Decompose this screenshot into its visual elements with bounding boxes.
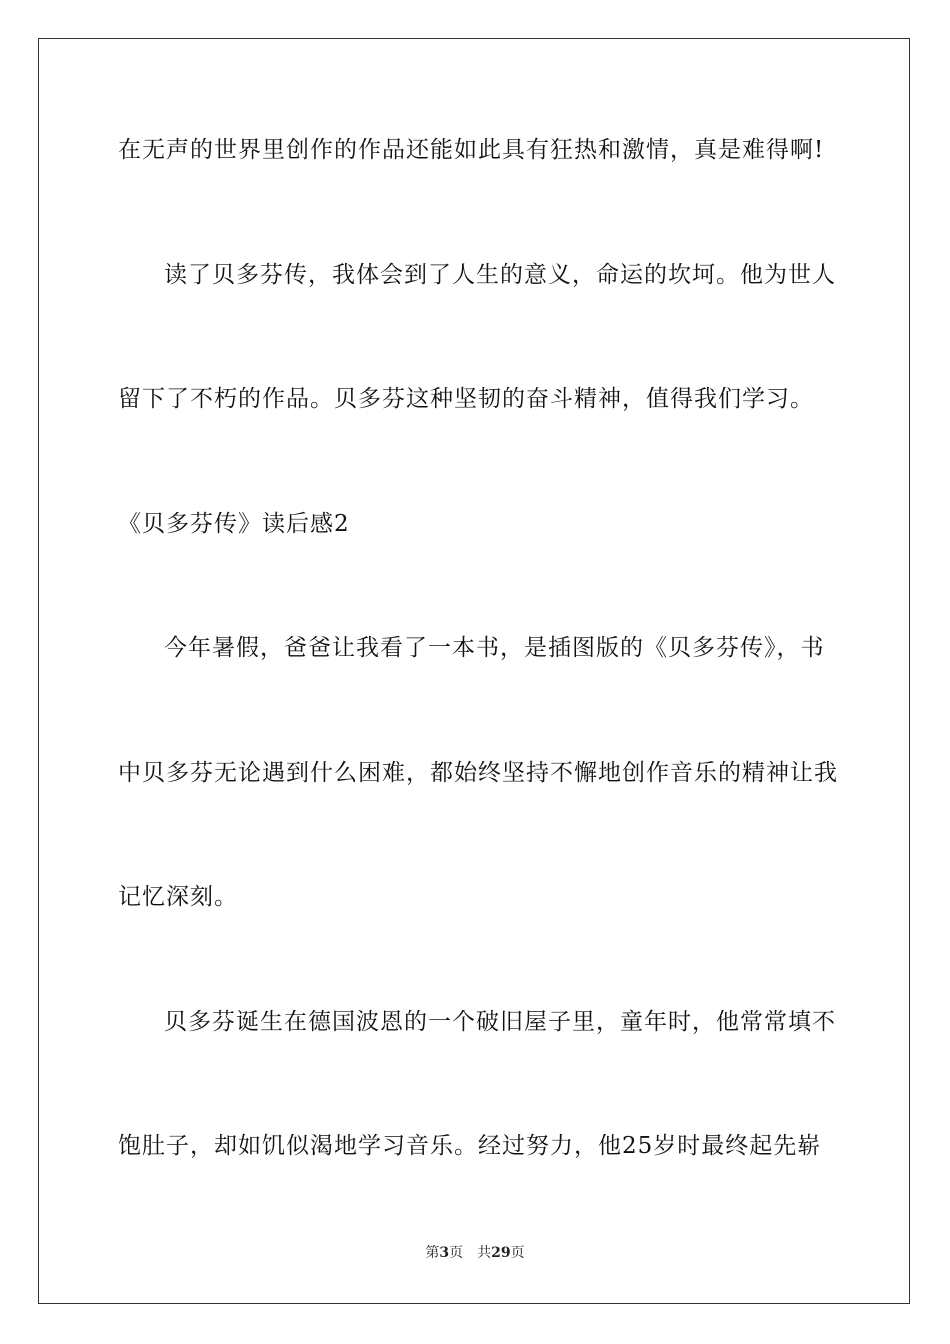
text-line-8: 贝多芬诞生在德国波恩的一个破旧屋子里，童年时，他常常填不: [164, 1009, 836, 1035]
page-prefix: 第: [425, 1245, 440, 1261]
page-border: [38, 38, 910, 1304]
total-pages: 29: [491, 1245, 511, 1261]
text-line-9: 饱肚子，却如饥似渴地学习音乐。经过努力，他25岁时最终起先崭: [118, 1133, 822, 1159]
page-footer: [0, 1242, 950, 1262]
text-line-7: 记忆深刻。: [118, 884, 238, 910]
total-suffix: 页: [510, 1245, 525, 1261]
text-line-1: 在无声的世界里创作的作品还能如此具有狂热和激情，真是难得啊!: [118, 137, 825, 163]
section-heading: 《贝多芬传》读后感2: [118, 511, 350, 537]
text-line-3: 留下了不朽的作品。贝多芬这种坚韧的奋斗精神，值得我们学习。: [118, 386, 814, 412]
text-line-6: 中贝多芬无论遇到什么困难，都始终坚持不懈地创作音乐的精神让我: [118, 760, 838, 786]
page-number: 3: [439, 1245, 450, 1261]
page-suffix: 页: [449, 1245, 464, 1261]
text-line-2: 读了贝多芬传，我体会到了人生的意义，命运的坎坷。他为世人: [164, 262, 836, 288]
text-line-5: 今年暑假，爸爸让我看了一本书，是插图版的《贝多芬传》，书: [164, 635, 825, 661]
total-prefix: 共: [477, 1245, 492, 1261]
